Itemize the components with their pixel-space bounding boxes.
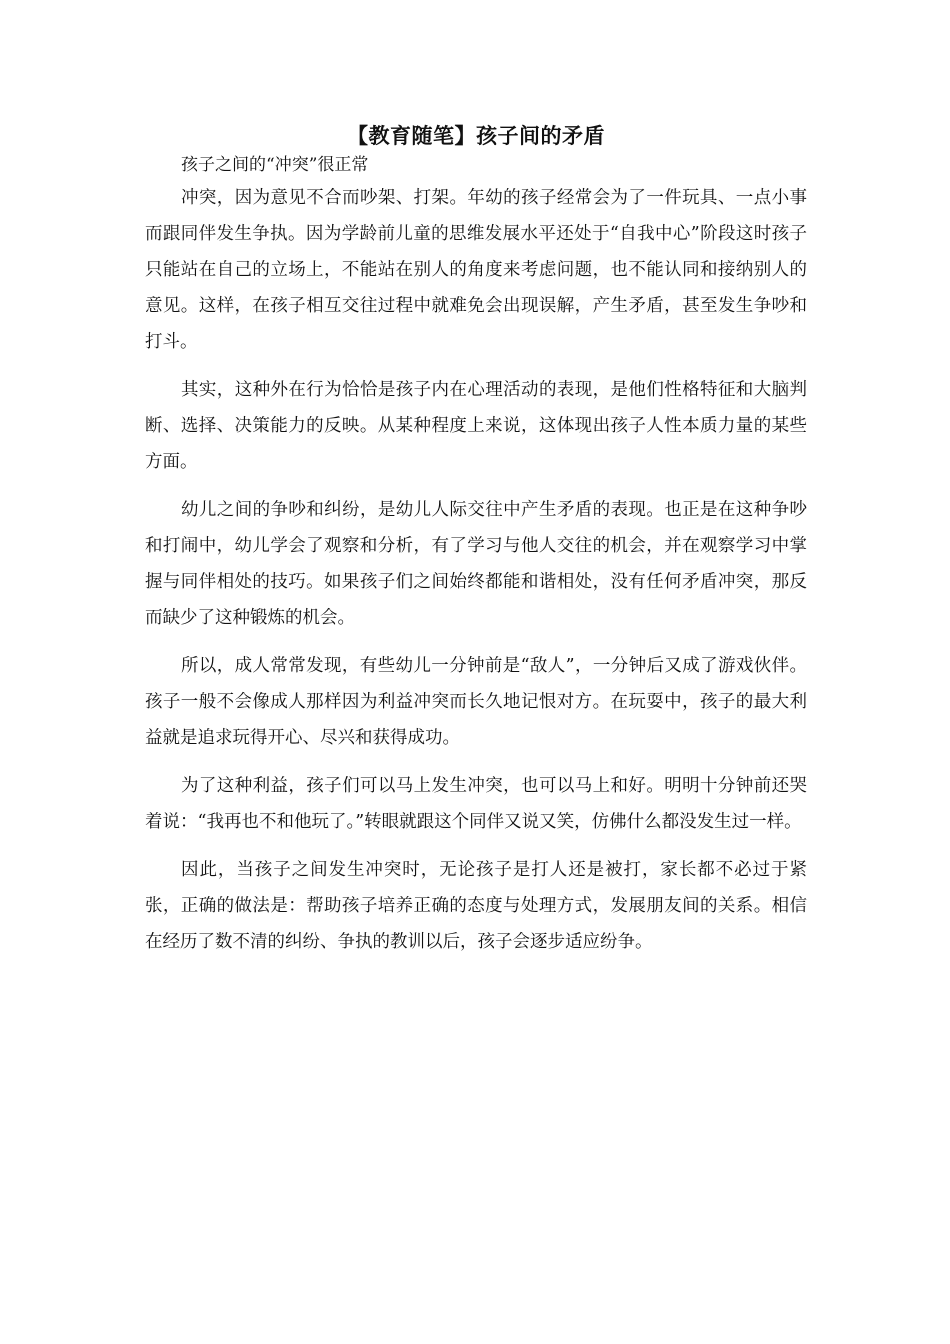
paragraph-6: 因此，当孩子之间发生冲突时，无论孩子是打人还是被打，家长都不必过于紧张，正确的做法是：帮助孩子培养正确的态度与处理方式，发展朋友间的关系。相信在经历了数不清的纠纷、争执的教训以后，孩子会逐步适应纷争。 <box>145 860 807 952</box>
paragraph-4: 所以，成人常常发现，有些幼儿一分钟前是“敌人”，一分钟后又成了游戏伙伴。孩子一般不会像成人那样因为利益冲突而长久地记恨对方。在玩耍中，孩子的最大利益就是追求玩得开心、尽兴和获得成功。 <box>145 656 807 748</box>
paragraph-3: 幼儿之间的争吵和纠纷，是幼儿人际交往中产生矛盾的表现。也正是在这种争吵和打闹中，幼儿学会了观察和分析，有了学习与他人交往的机会，并在观察学习中掌握与同伴相处的技巧。如果孩子们之间始终都能和谐相处，没有任何矛盾冲突，那反而缺少了这种锻炼的机会。 <box>145 500 807 628</box>
document-body <box>145 118 807 960</box>
paragraph-1: 冲突，因为意见不合而吵架、打架。年幼的孩子经常会为了一件玩具、一点小事而跟同伴发生争执。因为学龄前儿童的思维发展水平还处于“自我中心”阶段这时孩子只能站在自己的立场上，不能站在别人的角度来考虑问题，也不能认同和接纳别人的意见。这样，在孩子相互交往过程中就难免会出现误解，产生矛盾，甚至发生争吵和打斗。 <box>145 188 807 352</box>
paragraph-2: 其实，这种外在行为恰恰是孩子内在心理活动的表现，是他们性格特征和大脑判断、选择、决策能力的反映。从某种程度上来说，这体现出孩子人性本质力量的某些方面。 <box>145 380 807 472</box>
document-subtitle: 孩子之间的“冲突”很正常 <box>181 155 369 175</box>
paragraph-5: 为了这种利益，孩子们可以马上发生冲突，也可以马上和好。明明十分钟前还哭着说：“我再也不和他玩了。”转眼就跟这个同伴又说又笑，仿佛什么都没发生过一样。 <box>145 776 807 832</box>
document-title: 【教育随笔】孩子间的矛盾 <box>347 124 605 148</box>
